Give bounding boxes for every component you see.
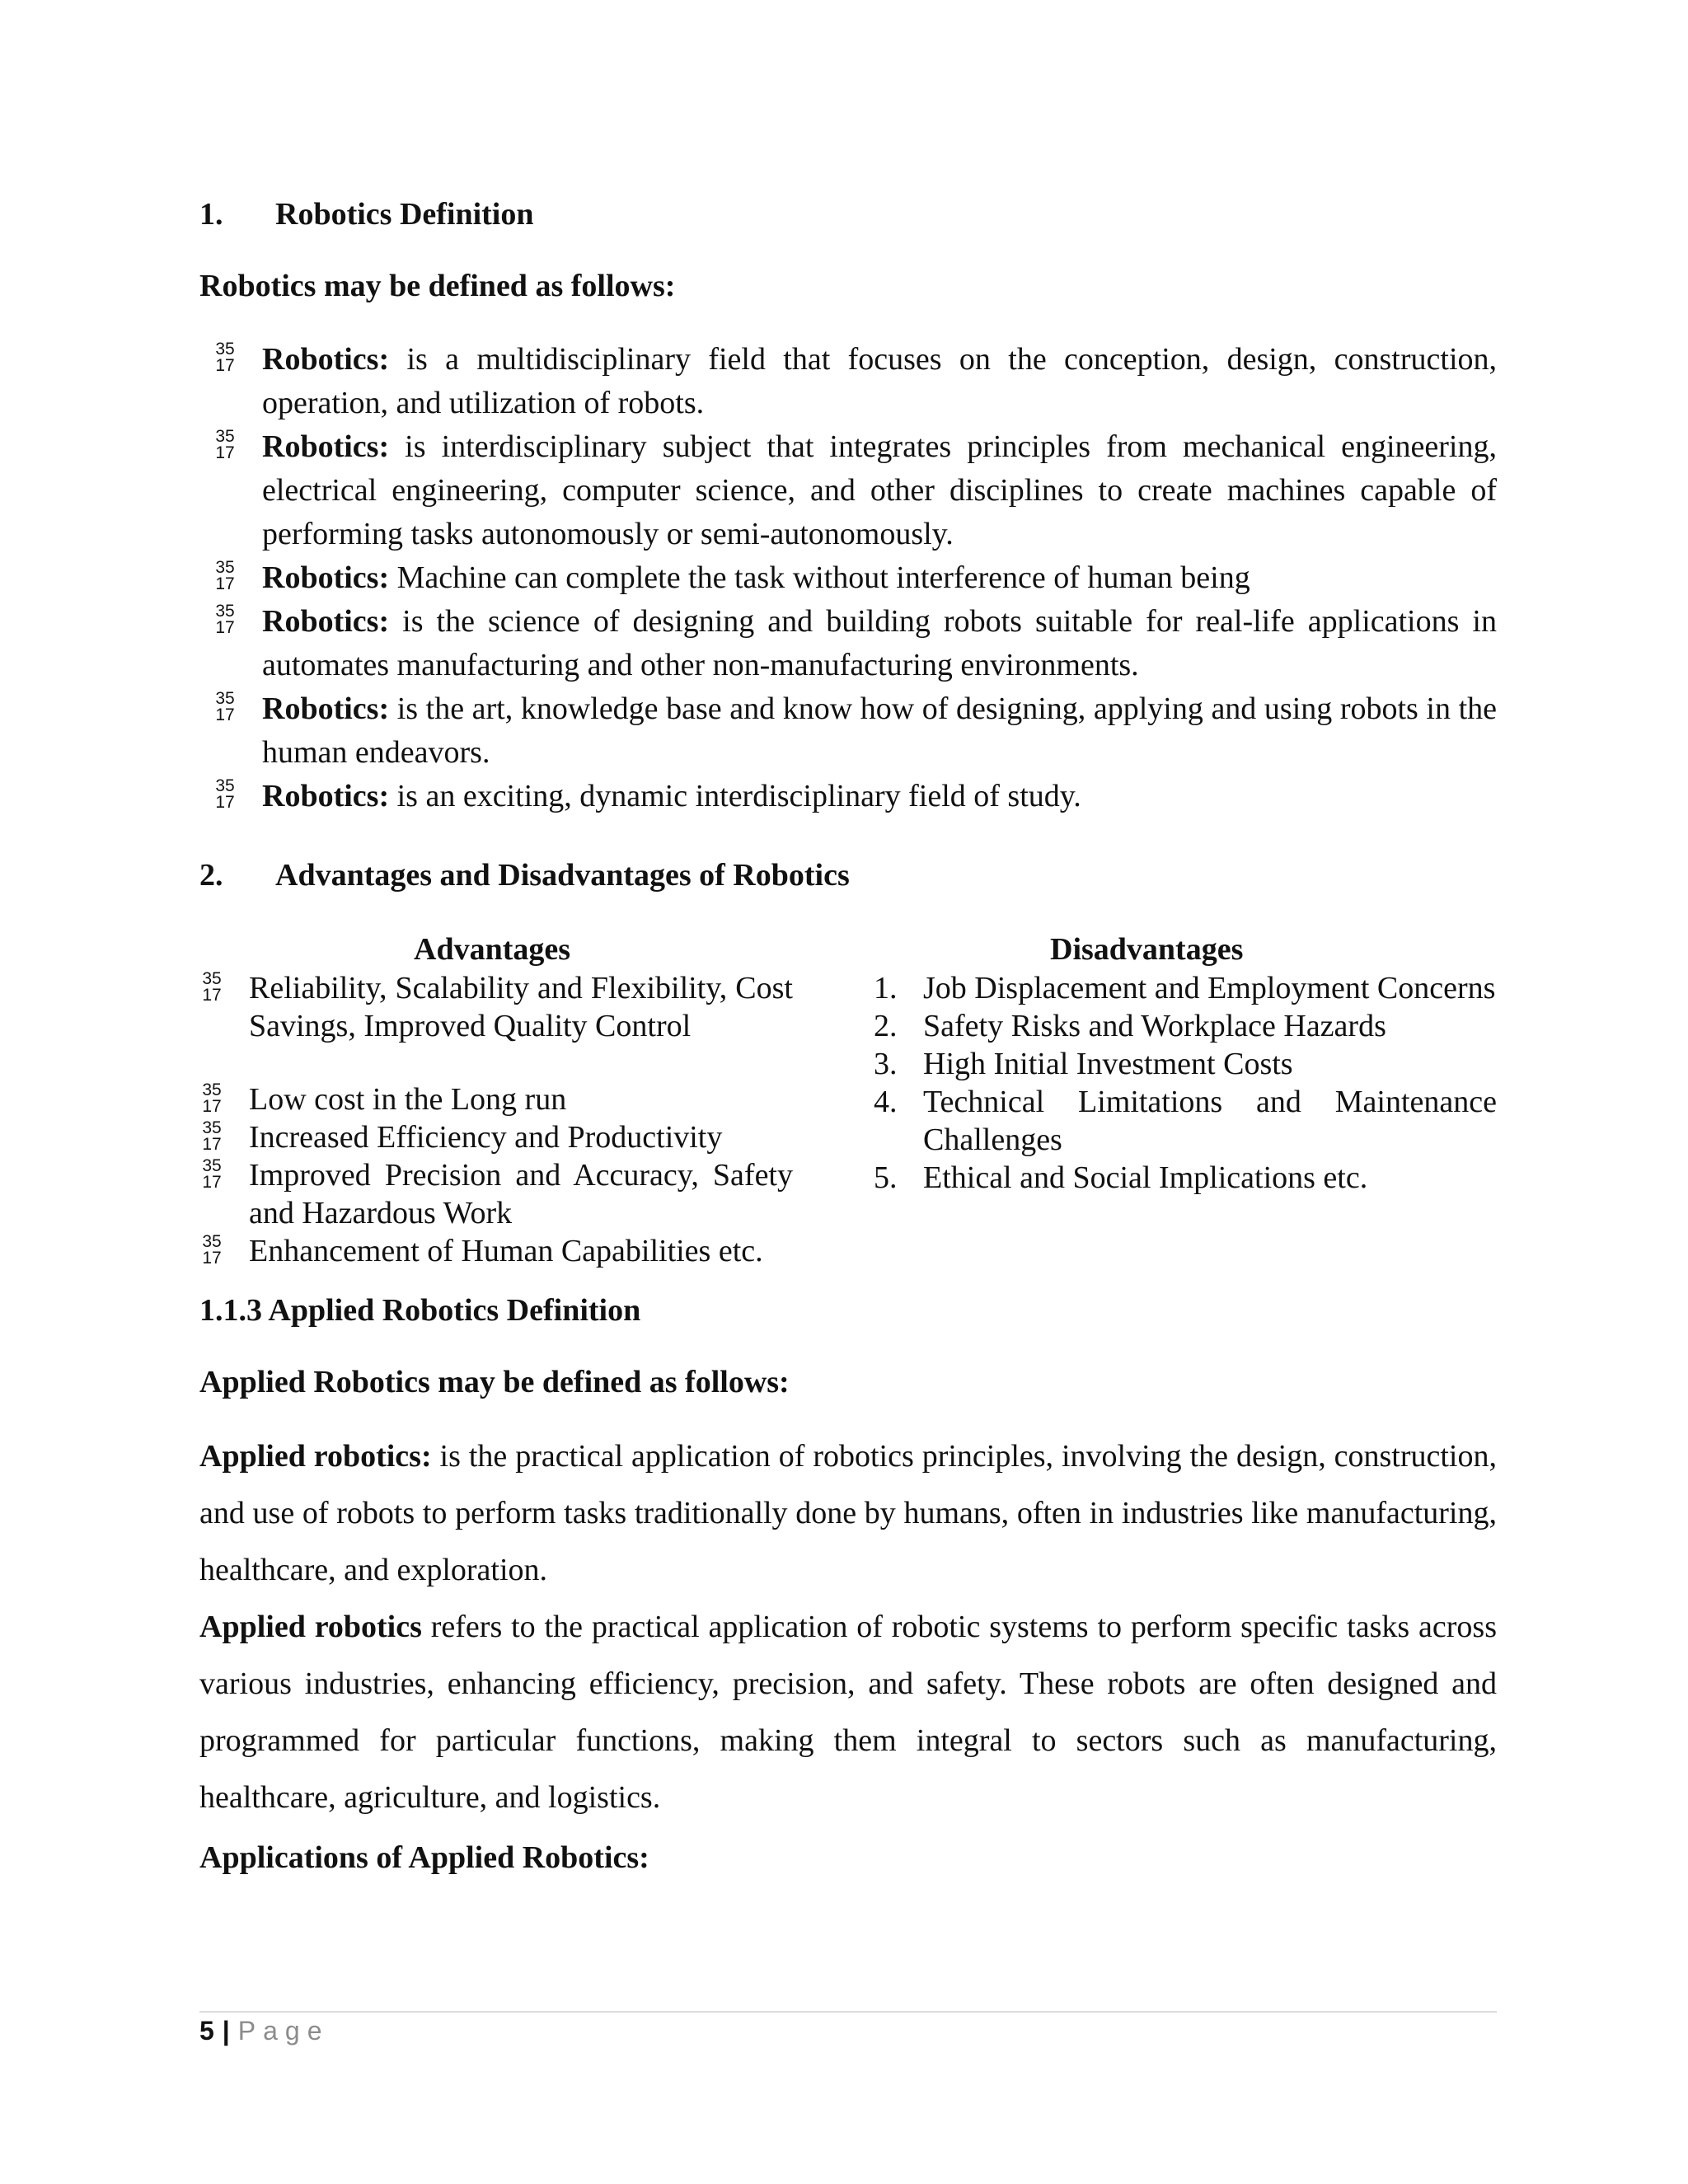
definition-term: Robotics: — [262, 342, 390, 377]
page-footer — [199, 2016, 329, 2046]
disadvantage-item: 2. Safety Risks and Workplace Hazards — [874, 1009, 1386, 1043]
bullet-symbol: 35 17 — [215, 602, 235, 637]
bullet-symbol: 35 17 — [202, 1080, 222, 1116]
applications-heading: Applications of Applied Robotics: — [199, 1840, 649, 1875]
definition-item — [213, 338, 1497, 425]
definition-item — [213, 687, 1497, 775]
section-3-title: 1.1.3 Applied Robotics Definition — [199, 1293, 641, 1328]
definitions-list — [213, 338, 1497, 818]
definition-term: Robotics: — [262, 429, 390, 464]
bullet-symbol: 35 17 — [215, 776, 235, 812]
definition-text: is an exciting, dynamic interdisciplinary field of study. — [389, 779, 1081, 813]
disadvantage-item: 1. Job Displacement and Employment Concerns — [874, 971, 1496, 1005]
definition-item — [213, 775, 1497, 818]
section-2-heading — [199, 857, 850, 893]
section-1-intro: Robotics may be defined as follows: — [199, 269, 676, 303]
page-number: 5 — [199, 2016, 214, 2046]
bullet-symbol: 35 17 — [215, 427, 235, 462]
footer-divider — [199, 2011, 1497, 2013]
disadvantages-list — [874, 969, 1497, 1197]
bullet-symbol: 35 17 — [202, 969, 222, 1005]
disadvantage-item: 3. High Initial Investment Costs — [874, 1047, 1293, 1081]
bullet-symbol: 35 17 — [215, 558, 235, 593]
section-3-intro: Applied Robotics may be defined as follows: — [199, 1365, 790, 1399]
definition-text: Machine can complete the task without interference of human being — [389, 560, 1250, 595]
section-2-title: Advantages and Disadvantages of Robotics — [275, 858, 850, 893]
advantage-item: 35 17 Low cost in the Long run — [199, 1080, 793, 1118]
advantages-list — [199, 969, 793, 1270]
paragraph-term: Applied robotics — [199, 1610, 422, 1644]
advantage-item: 35 17 Enhancement of Human Capabilities etc. — [199, 1232, 793, 1270]
definition-item — [213, 600, 1497, 687]
bullet-symbol: 35 17 — [202, 1156, 222, 1192]
advantage-item: 35 17 Reliability, Scalability and Flexibility, Cost Savings, Improved Quality Control — [199, 969, 793, 1045]
paragraph-text: refers to the practical application of robotic systems to perform specific tasks across various industries, enhancing efficiency, precision, and safety. These robots are often designed and programmed for particular functions, making them integral to sectors such as manufacturing, healthcare, agriculture, and logistics. — [199, 1610, 1497, 1815]
disadvantage-item: 5. Ethical and Social Implications etc. — [874, 1160, 1368, 1195]
definition-term: Robotics: — [262, 560, 390, 595]
bullet-symbol: 35 17 — [202, 1232, 222, 1268]
applied-robotics-paragraph-1 — [199, 1428, 1497, 1599]
paragraph-text: is the practical application of robotics principles, involving the design, construction, and use of robots to perform tasks traditionally done by humans, often in industries like manufacturing, healthcare, and exploration. — [199, 1439, 1497, 1587]
page-label: Page — [237, 2016, 330, 2046]
definition-item — [213, 425, 1497, 556]
footer-separator: | — [222, 2016, 230, 2046]
advantage-item: 35 17 Improved Precision and Accuracy, Safety and Hazardous Work — [199, 1156, 793, 1232]
definition-text: is interdisciplinary subject that integrates principles from mechanical engineering, electrical engineering, computer science, and other disciplines to create machines capable of performing tasks autonomously or semi-autonomously. — [262, 429, 1497, 551]
definition-text: is a multidisciplinary field that focuses on the conception, design, construction, operation, and utilization of robots. — [262, 342, 1497, 420]
definition-item — [213, 556, 1497, 600]
paragraph-term: Applied robotics: — [199, 1439, 432, 1474]
bullet-symbol: 35 17 — [215, 340, 235, 375]
definition-text: is the art, knowledge base and know how of designing, applying and using robots in the human endeavors. — [262, 691, 1497, 770]
definition-text: is the science of designing and building robots suitable for real-life applications in automates manufacturing and other non-manufacturing environments. — [262, 604, 1497, 682]
advantages-heading: Advantages — [414, 932, 571, 967]
disadvantage-item: 4. Technical Limitations and Maintenance Challenges — [874, 1085, 1497, 1157]
section-1-number: 1. — [199, 197, 223, 232]
disadvantages-heading: Disadvantages — [1050, 932, 1244, 967]
section-1-heading — [199, 196, 534, 232]
definition-term: Robotics: — [262, 691, 390, 726]
bullet-symbol: 35 17 — [215, 689, 235, 724]
advantage-item: 35 17 Increased Efficiency and Productivity — [199, 1118, 793, 1156]
definition-term: Robotics: — [262, 604, 390, 639]
definition-term: Robotics: — [262, 779, 390, 813]
section-1-title: Robotics Definition — [275, 197, 534, 232]
bullet-symbol: 35 17 — [202, 1118, 222, 1154]
applied-robotics-paragraph-2 — [199, 1599, 1497, 1826]
section-2-number: 2. — [199, 858, 223, 893]
